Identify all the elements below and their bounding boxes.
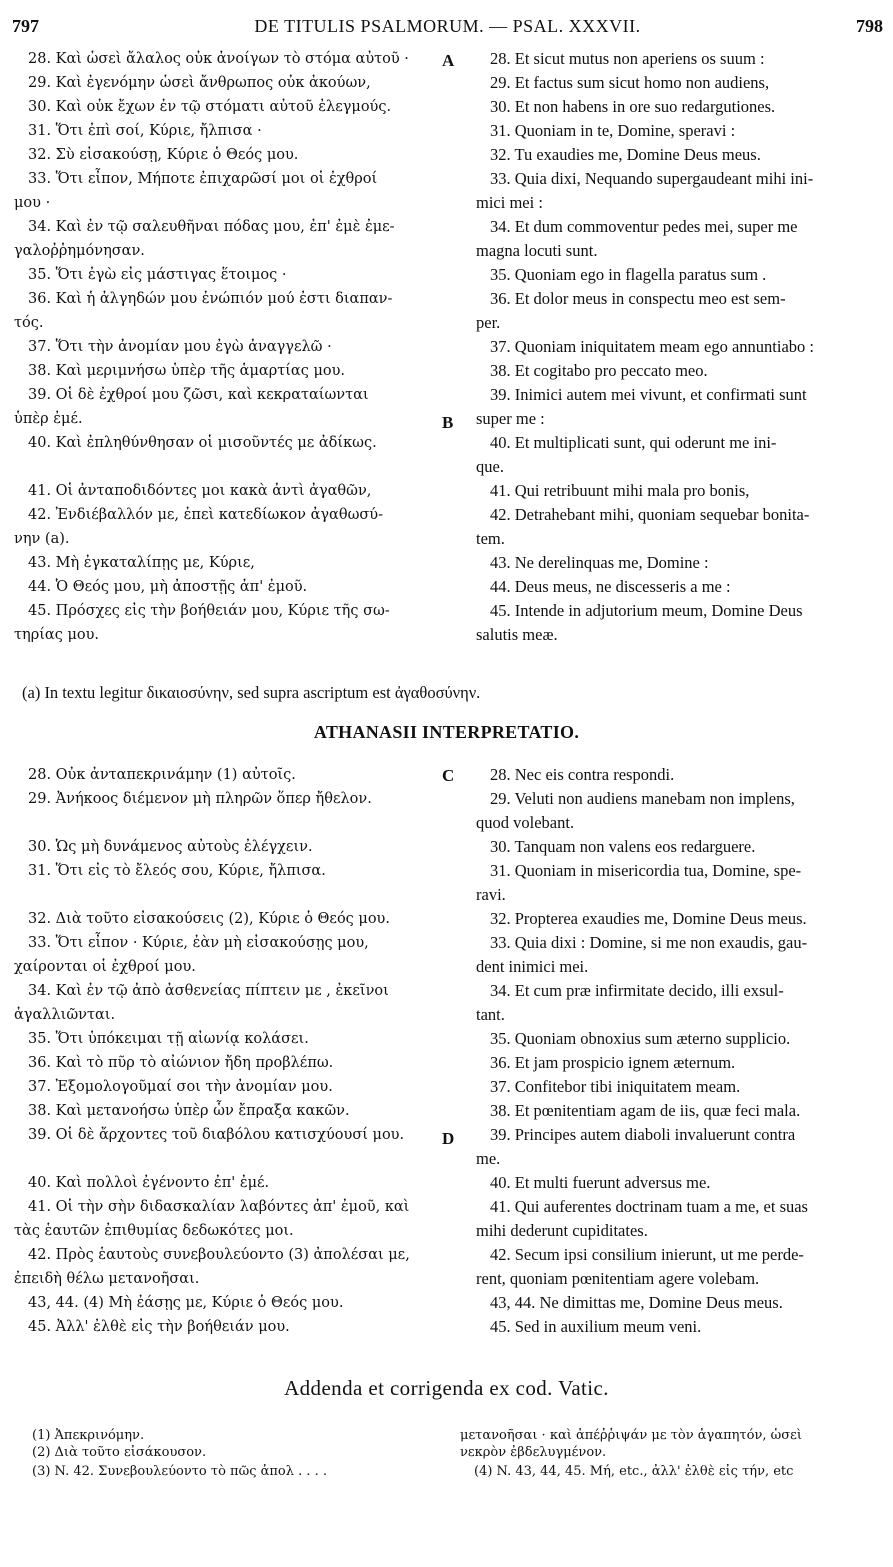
latin-verse-cont: quod volebant.: [476, 813, 575, 832]
latin-verse-cont: per.: [476, 313, 501, 332]
addenda-note: νεκρὸν ἐβδελυγμένον.: [460, 1445, 607, 1460]
greek-verse: 41. Οἱ τὴν σὴν διδασκαλίαν λαβόντες ἀπ' ἐμοῦ, καὶ: [28, 1199, 410, 1215]
latin-verse: 30. Et non habens in ore suo redargutiones.: [490, 97, 776, 116]
running-title: DE TITULIS PSALMORUM. — PSAL. XXXVII.: [254, 16, 641, 36]
interpretation-section: [14, 763, 883, 1353]
greek-verse: 45. Πρόσχες εἰς τὴν βοήθειάν μου, Κύριε τῆς σω-: [28, 603, 390, 619]
latin-verse: 42. Secum ipsi consilium inierunt, ut me perde-: [490, 1245, 804, 1264]
greek-verse: 29. Καὶ ἐγενόμην ὡσεὶ ἄνθρωπος οὐκ ἀκούων,: [28, 75, 371, 91]
greek-verse-cont: τηρίας μου.: [14, 627, 100, 643]
latin-verse: 29. Et factus sum sicut homo non audiens,: [490, 73, 770, 92]
latin-verse: 34. Et dum commoventur pedes mei, super me: [490, 217, 798, 236]
margin-letter-c: C: [442, 766, 455, 785]
latin-verse: 34. Et cum præ infirmitate decido, illi exsul-: [490, 981, 784, 1000]
latin-verse: 29. Veluti non audiens manebam non implens,: [490, 789, 795, 808]
latin-verse: 42. Detrahebant mihi, quoniam sequebar bonita-: [490, 505, 810, 524]
latin-verse-cont: mici mei :: [476, 193, 543, 212]
greek-verse-cont: ὑπὲρ ἐμέ.: [14, 411, 83, 427]
greek-verse: 35. Ὅτι ἐγὼ εἰς μάστιγας ἕτοιμος ·: [28, 267, 287, 283]
greek-verse: 42. Πρὸς ἑαυτοὺς συνεβουλεύοντο (3) ἀπολέσαι με,: [28, 1247, 410, 1263]
latin-verse-cont: que.: [476, 457, 504, 476]
greek-verse-cont: ἐπειδὴ θέλω μετανοῆσαι.: [14, 1271, 200, 1287]
greek-verse: 45. Ἀλλ' ἐλθὲ εἰς τὴν βοήθειάν μου.: [28, 1319, 290, 1335]
greek-verse: 35. Ὅτι ὑπόκειμαι τῇ αἰωνίᾳ κολάσει.: [28, 1031, 309, 1047]
latin-verse: 30. Tanquam non valens eos redarguere.: [490, 837, 756, 856]
latin-verse-cont: salutis meæ.: [476, 625, 558, 644]
latin-verse-cont: magna locuti sunt.: [476, 241, 598, 260]
latin-verse-cont: tant.: [476, 1005, 505, 1024]
latin-verse-cont: mihi dederunt cupiditates.: [476, 1221, 648, 1240]
greek-verse: 32. Σὺ εἰσακούσῃ, Κύριε ὁ Θεός μου.: [28, 147, 299, 163]
greek-verse: 33. Ὅτι εἶπον, Μήποτε ἐπιχαρῶσί μοι οἱ ἐχθροί: [28, 171, 378, 187]
psalm-text-section: [14, 47, 883, 667]
addenda-note: (2) Διὰ τοῦτο εἰσάκουσον.: [32, 1445, 207, 1460]
footnote-a: (a) In textu legitur δικαιοσύνην, sed supra ascriptum est ἀγαθοσύνην.: [22, 683, 481, 702]
addenda-note: (3) N. 42. Συνεβουλεύοντο τὸ πῶς ἀπολ . . . .: [32, 1464, 328, 1479]
latin-verse: 45. Intende in adjutorium meum, Domine Deus: [490, 601, 803, 620]
greek-verse: 42. Ἐνδιέβαλλόν με, ἐπεὶ κατεδίωκον ἀγαθωσύ-: [28, 507, 384, 523]
greek-verse: 37. Ὅτι τὴν ἀνομίαν μου ἐγὼ ἀναγγελῶ ·: [28, 339, 332, 355]
greek-verse: 31. Ὅτι εἰς τὸ ἔλεός σου, Κύριε, ἤλπισα.: [28, 863, 326, 879]
latin-verse: 45. Sed in auxilium meum veni.: [490, 1317, 702, 1336]
latin-verse: 36. Et jam prospicio ignem æternum.: [490, 1053, 736, 1072]
greek-verse: 36. Καὶ τὸ πῦρ τὸ αἰώνιον ἤδη προβλέπω.: [28, 1055, 334, 1071]
latin-verse: 43. Ne derelinquas me, Domine :: [490, 553, 709, 572]
margin-letter-b: B: [442, 413, 454, 432]
greek-verse: 43, 44. (4) Μὴ ἐάσῃς με, Κύριε ὁ Θεός μου.: [28, 1295, 344, 1311]
greek-verse: 40. Καὶ πολλοὶ ἐγένοντο ἐπ' ἐμέ.: [28, 1175, 270, 1191]
page-number-right: 798: [856, 16, 883, 36]
greek-verse: 39. Οἱ δὲ ἄρχοντες τοῦ διαβόλου κατισχύουσί μου.: [28, 1127, 405, 1143]
latin-verse: 44. Deus meus, ne discesseris a me :: [490, 577, 731, 596]
latin-verse: 41. Qui auferentes doctrinam tuam a me, et suas: [490, 1197, 808, 1216]
latin-verse-cont: rent, quoniam pœnitentiam agere volebam.: [476, 1269, 760, 1288]
greek-verse: 36. Καὶ ἡ ἀλγηδών μου ἐνώπιόν μού ἐστι διαπαν-: [28, 291, 393, 307]
greek-verse: 44. Ὁ Θεός μου, μὴ ἀποστῇς ἀπ' ἐμοῦ.: [28, 579, 308, 595]
latin-verse: 41. Qui retribuunt mihi mala pro bonis,: [490, 481, 750, 500]
latin-verse: 43, 44. Ne dimittas me, Domine Deus meus.: [490, 1293, 783, 1312]
greek-verse: 34. Καὶ ἐν τῷ σαλευθῆναι πόδας μου, ἐπ' ἐμὲ ἐμε-: [28, 219, 395, 235]
page-number-left: 797: [12, 16, 39, 36]
latin-verse: 31. Quoniam in te, Domine, speravi :: [490, 121, 736, 140]
greek-verse: 30. Καὶ οὐκ ἔχων ἐν τῷ στόματι αὐτοῦ ἐλεγμούς.: [28, 99, 392, 115]
greek-verse-cont: τὰς ἑαυτῶν ἐπιθυμίας δεδωκότες μοι.: [14, 1223, 294, 1239]
page-header: [12, 16, 883, 40]
greek-verse: 31. Ὅτι ἐπὶ σοί, Κύριε, ἤλπισα ·: [28, 123, 262, 139]
addenda-note: μετανοῆσαι · καὶ ἀπέῤῥιψάν με τὸν ἀγαπητόν, ὡσεὶ: [460, 1428, 802, 1443]
latin-verse: 40. Et multiplicati sunt, qui oderunt me ini-: [490, 433, 777, 452]
margin-letter-d: D: [442, 1129, 455, 1148]
margin-letter-a: A: [442, 51, 455, 70]
latin-verse: 39. Principes autem diaboli invaluerunt contra: [490, 1125, 796, 1144]
latin-verse-cont: ravi.: [476, 885, 506, 904]
greek-verse-cont: μου ·: [14, 195, 51, 211]
latin-verse: 35. Quoniam ego in flagella paratus sum .: [490, 265, 767, 284]
latin-verse: 33. Quia dixi, Nequando supergaudeant mihi ini-: [490, 169, 814, 188]
latin-verse: 39. Inimici autem mei vivunt, et confirmati sunt: [490, 385, 807, 404]
addenda-note: (1) Ἀπεκρινόμην.: [32, 1428, 145, 1443]
latin-verse-cont: dent inimici mei.: [476, 957, 589, 976]
latin-verse: 35. Quoniam obnoxius sum æterno supplicio.: [490, 1029, 791, 1048]
greek-verse: 38. Καὶ μεριμνήσω ὑπὲρ τῆς ἁμαρτίας μου.: [28, 363, 346, 379]
section-title: ATHANASII INTERPRETATIO.: [313, 722, 580, 742]
greek-verse: 30. Ὡς μὴ δυνάμενος αὐτοὺς ἐλέγχειν.: [28, 839, 313, 855]
greek-verse: 29. Ἀνήκοος διέμενον μὴ πληρῶν ὅπερ ἤθελον.: [28, 791, 372, 807]
greek-verse: 37. Ἐξομολογοῦμαί σοι τὴν ἀνομίαν μου.: [28, 1079, 333, 1095]
greek-verse-cont: τός.: [14, 315, 44, 331]
greek-verse: 34. Καὶ ἐν τῷ ἀπὸ ἀσθενείας πίπτειν με , ἐκεῖνοι: [28, 983, 389, 999]
latin-verse: 38. Et pœnitentiam agam de iis, quæ feci mala.: [490, 1101, 801, 1120]
latin-verse: 40. Et multi fuerunt adversus me.: [490, 1173, 711, 1192]
addenda-title: Addenda et corrigenda ex cod. Vatic.: [284, 1376, 609, 1400]
latin-verse: 31. Quoniam in misericordia tua, Domine, spe-: [490, 861, 802, 880]
greek-verse: 39. Οἱ δὲ ἐχθροί μου ζῶσι, καὶ κεκραταίωνται: [28, 387, 369, 403]
latin-verse: 32. Tu exaudies me, Domine Deus meus.: [490, 145, 761, 164]
greek-verse-cont: χαίρονται οἱ ἐχθροί μου.: [14, 959, 196, 975]
greek-verse: 28. Καὶ ὡσεὶ ἄλαλος οὐκ ἀνοίγων τὸ στόμα αὐτοῦ ·: [28, 51, 409, 67]
greek-verse: 28. Οὐκ ἀνταπεκρινάμην (1) αὐτοῖς.: [28, 767, 296, 783]
latin-verse: 28. Et sicut mutus non aperiens os suum :: [490, 49, 765, 68]
greek-verse-cont: ἀγαλλιῶνται.: [14, 1007, 116, 1023]
greek-verse: 41. Οἱ ἀνταποδιδόντες μοι κακὰ ἀντὶ ἀγαθῶν,: [28, 483, 372, 499]
greek-verse: 40. Καὶ ἐπληθύνθησαν οἱ μισοῦντές με ἀδίκως.: [28, 435, 377, 451]
latin-verse-cont: super me :: [476, 409, 545, 428]
latin-verse-cont: me.: [476, 1149, 501, 1168]
greek-verse-cont: νην (a).: [14, 531, 70, 547]
greek-verse: 43. Μὴ ἐγκαταλίπῃς με, Κύριε,: [28, 555, 255, 571]
greek-verse-cont: γαλοῤῥημόνησαν.: [14, 243, 145, 259]
addenda-note: (4) N. 43, 44, 45. Μή, etc., ἀλλ' ἐλθὲ εἰς τήν, etc: [474, 1464, 794, 1479]
latin-verse: 38. Et cogitabo pro peccato meo.: [490, 361, 708, 380]
latin-verse: 28. Nec eis contra respondi.: [490, 765, 675, 784]
latin-verse: 33. Quia dixi : Domine, si me non exaudis, gau-: [490, 933, 808, 952]
latin-verse: 37. Quoniam iniquitatem meam ego annuntiabo :: [490, 337, 814, 356]
greek-verse: 38. Καὶ μετανοήσω ὑπὲρ ὧν ἔπραξα κακῶν.: [28, 1103, 350, 1119]
latin-verse-cont: tem.: [476, 529, 505, 548]
greek-verse: 33. Ὅτι εἶπον · Κύριε, ἐὰν μὴ εἰσακούσῃς μου,: [28, 935, 369, 951]
latin-verse: 32. Propterea exaudies me, Domine Deus meus.: [490, 909, 807, 928]
greek-verse: 32. Διὰ τοῦτο εἰσακούσεις (2), Κύριε ὁ Θεός μου.: [28, 911, 390, 927]
latin-verse: 36. Et dolor meus in conspectu meo est sem-: [490, 289, 786, 308]
latin-verse: 37. Confitebor tibi iniquitatem meam.: [490, 1077, 741, 1096]
